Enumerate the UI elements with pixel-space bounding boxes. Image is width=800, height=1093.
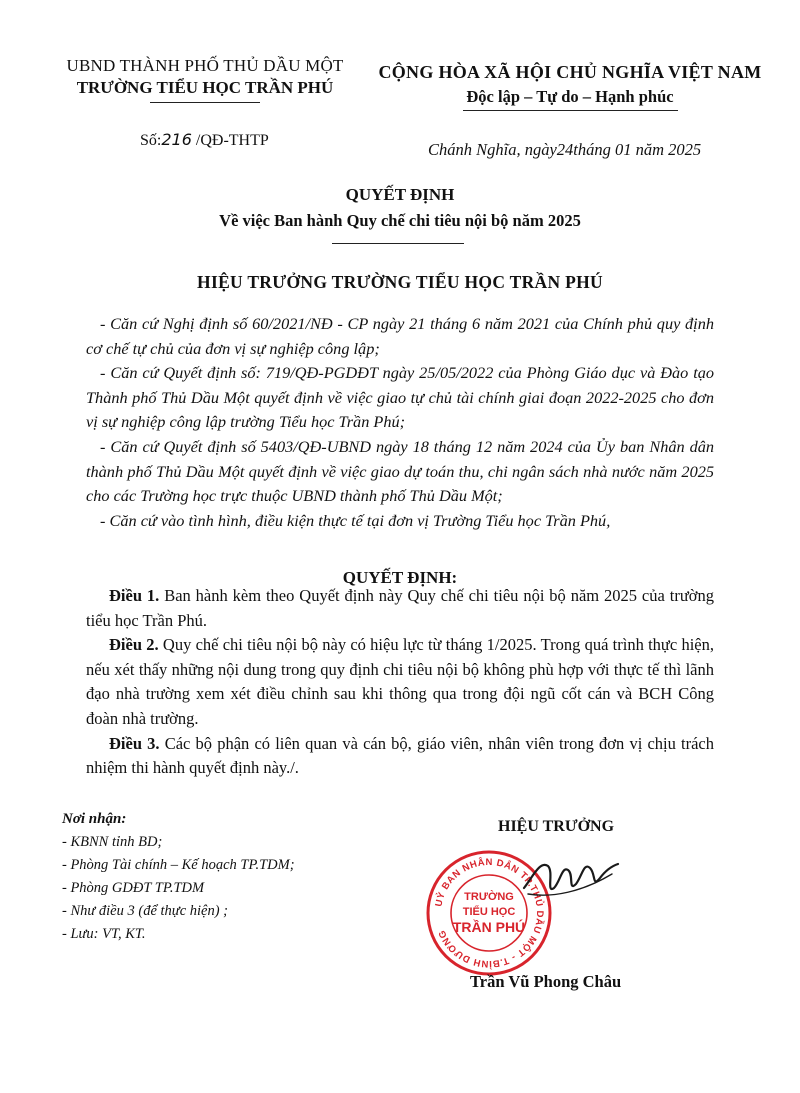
legal-basis-item: - Căn cứ Quyết định số: 719/QĐ-PGDĐT ngày 25/05/2022 của Phòng Giáo dục và Đào tạo Thành phố Thủ Dầu Một quyết định về việc giao tự chủ tài chính giai đoạn 2022-2025 cho đơn vị sự nghiệp công lập trường Tiểu học Trần Phú; xyxy=(86,363,714,432)
legal-bases xyxy=(86,312,714,533)
legal-basis-item: - Căn cứ Nghị định số 60/2021/NĐ - CP ngày 21 tháng 6 năm 2021 của Chính phủ quy định cơ chế tự chủ của đơn vị sự nghiệp công lập; xyxy=(86,314,714,358)
svg-text:TRƯỜNG: TRƯỜNG xyxy=(464,891,514,903)
header-left xyxy=(40,56,370,103)
document-number xyxy=(140,130,269,150)
authority-heading: HIỆU TRƯỞNG TRƯỜNG TIỂU HỌC TRẦN PHÚ xyxy=(197,272,603,292)
article-text: Ban hành kèm theo Quyết định này Quy chế chi tiêu nội bộ năm 2025 của trường tiểu học Trần Phú. xyxy=(86,586,714,630)
header-right xyxy=(370,62,770,111)
signer-title: HIỆU TRƯỞNG xyxy=(498,818,615,835)
signer-name: Trần Vũ Phong Châu xyxy=(470,972,622,991)
legal-basis-item: - Căn cứ Quyết định số 5403/QĐ-UBND ngày 18 tháng 12 năm 2024 của Ủy ban Nhân dân thành phố Thủ Dầu Một quyết định về việc giao dự toán thu, chi ngân sách nhà nước năm 2025 cho các Trường học trực thuộc UBND thành phố Thủ Dầu Một; xyxy=(86,436,714,506)
recipient-item: - Phòng GDĐT TP.TDM xyxy=(62,880,205,896)
subtitle-underline xyxy=(332,243,464,244)
svg-text:TRẦN PHÚ: TRẦN PHÚ xyxy=(452,919,526,935)
svg-text:UỶ BAN NHÂN DÂN TP.THỦ DẦU MỘT: UỶ BAN NHÂN DÂN TP.THỦ DẦU MỘT - T.BÌNH DƯƠNG xyxy=(433,856,546,970)
recipient-item: - Như điều 3 (để thực hiện) ; xyxy=(62,903,229,919)
articles xyxy=(86,584,714,781)
place-date-prefix: Chánh Nghĩa, ngày xyxy=(428,140,557,159)
header-right-underline xyxy=(463,110,678,111)
issuing-school: TRƯỜNG TIỂU HỌC TRẦN PHÚ xyxy=(76,78,334,97)
article-text: Quy chế chi tiêu nội bộ này có hiệu lực từ tháng 1/2025. Trong quá trình thực hiện, nếu xét thấy những nội dung trong quy định chi tiêu nội bộ không phù hợp với thực tế thì lãnh đạo nhà trường xem xét điều chỉnh sau khi thông qua trong đội ngũ cốt cán và BCH Công đoàn nhà trường. xyxy=(86,635,714,728)
national-title: CỘNG HÒA XÃ HỘI CHỦ NGHĨA VIỆT NAM xyxy=(378,62,762,82)
issuing-authority: UBND THÀNH PHỐ THỦ DẦU MỘT xyxy=(66,56,344,75)
legal-basis-item: - Căn cứ vào tình hình, điều kiện thực tế tại đơn vị Trường Tiểu học Trần Phú, xyxy=(100,510,611,530)
place-date-suffix: tháng 01 năm 2025 xyxy=(573,140,702,159)
recipient-item: - Lưu: VT, KT. xyxy=(62,926,146,942)
document-number-prefix: Số: xyxy=(140,132,162,149)
article-label: Điều 1. xyxy=(109,586,160,605)
place-date-day: 24 xyxy=(556,140,574,159)
recipients-heading: Nơi nhận: xyxy=(62,811,127,827)
document-number-suffix: /QĐ-THTP xyxy=(191,132,269,149)
decision-heading: QUYẾT ĐỊNH: xyxy=(342,568,458,587)
signature-icon xyxy=(522,848,622,908)
article-label: Điều 2. xyxy=(109,635,159,655)
place-date xyxy=(428,140,701,160)
document-title: QUYẾT ĐỊNH xyxy=(345,185,455,204)
article-1 xyxy=(86,584,714,633)
header-left-underline xyxy=(150,102,260,103)
recipient-item: - Phòng Tài chính – Kế hoạch TP.TDM; xyxy=(62,857,295,873)
svg-text:TIỂU HỌC: TIỂU HỌC xyxy=(462,906,516,918)
recipients xyxy=(62,808,362,946)
article-2 xyxy=(86,633,714,731)
article-text: Các bộ phận có liên quan và cán bộ, giáo viên, nhân viên trong đơn vị chịu trách nhiệm thi hành quyết định này./. xyxy=(86,733,714,778)
recipient-item: - KBNN tỉnh BD; xyxy=(62,834,163,850)
national-motto: Độc lập – Tự do – Hạnh phúc xyxy=(466,87,674,106)
document-number-handwritten: 216 xyxy=(161,130,192,149)
document-subtitle: Về việc Ban hành Quy chế chi tiêu nội bộ năm 2025 xyxy=(219,211,581,230)
article-3 xyxy=(86,732,714,781)
article-label: Điều 3. xyxy=(109,733,160,753)
